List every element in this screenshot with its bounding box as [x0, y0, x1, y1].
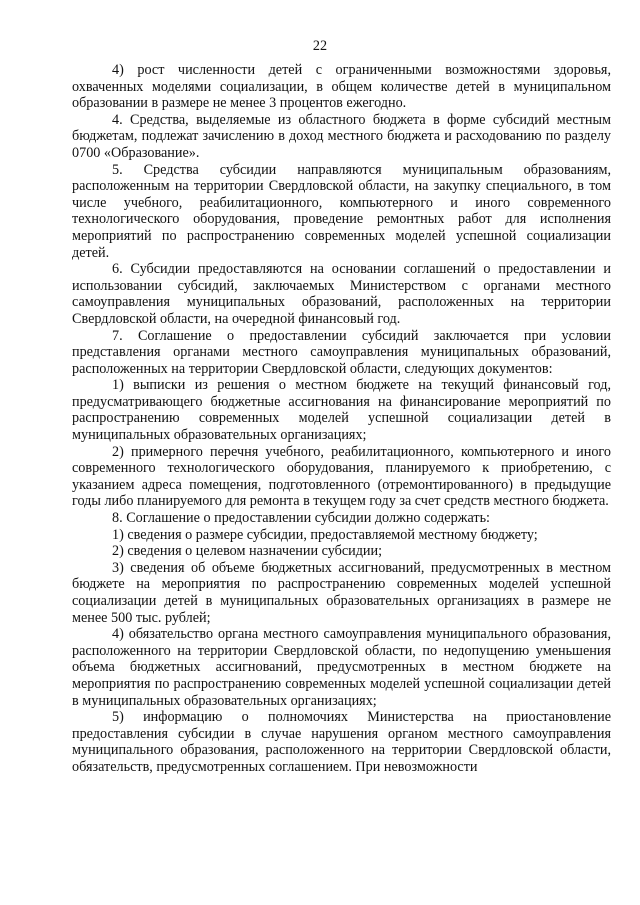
paragraph-4-item-4: 4) рост численности детей с ограниченными возможностями здоровья, охваченных моделями социализации, в общем количестве детей в муниципальном образовании в размере не менее 3 процентов ежегодно. — [72, 62, 611, 112]
paragraph-section-4: 4. Средства, выделяемые из областного бюджета в форме субсидий местным бюджетам, подлежат зачислению в доход местного бюджета и расходованию по разделу 0700 «Образование». — [72, 111, 611, 161]
paragraph-section-7: 7. Соглашение о предоставлении субсидий заключается при условии представления органами местного самоуправления муниципальных образований, расположенных на территории Свердловской области, следующих документов: — [72, 327, 611, 377]
paragraph-8-item-5: 5) информацию о полномочиях Министерства на приостановление предоставления субсидии в случае нарушения органом местного самоуправления муниципального образования, расположенного на территории Свердловской области, обязательств, предусмотренных соглашением. При невозможности — [72, 709, 611, 775]
paragraph-section-6: 6. Субсидии предоставляются на основании соглашений о предоставлении и использовании субсидий, заключаемых Министерством с органами местного самоуправления муниципальных образований, расположенных на территории Свердловской области, на очередной финансовый год. — [72, 261, 611, 327]
paragraph-8-item-1: 1) сведения о размере субсидии, предоставляемой местному бюджету; — [112, 526, 538, 543]
paragraph-7-item-2: 2) примерного перечня учебного, реабилитационного, компьютерного и иного современного технологического оборудования, планируемого к приобретению, с указанием адреса помещения, подготовленного (отремонтированного) в предыдущие годы либо планируемого для ремонта в текущем году за счет средств местного бюджета. — [72, 443, 611, 510]
paragraph-section-5: 5. Средства субсидии направляются муниципальным образованиям, расположенным на территории Свердловской области, на закупку специального, в том числе учебного, реабилитационного, компьютерного и иного современного технологического оборудования, проведение ремонтных работ для исполнения мероприятий по распространению современных моделей успешной социализации детей. — [72, 161, 611, 261]
paragraph-section-8: 8. Соглашение о предоставлении субсидии должно содержать: — [112, 510, 491, 527]
paragraph-7-item-1: 1) выписки из решения о местном бюджете на текущий финансовый год, предусматривающего бюджетные ассигнования на финансирование мероприятий по распространению современных моделей успешной социализации детей в муниципальных образовательных организациях; — [72, 377, 611, 444]
paragraph-8-item-3: 3) сведения об объеме бюджетных ассигнований, предусмотренных в местном бюджете на мероприятия по распространению современных моделей успешной социализации детей в муниципальных образовательных организациях в размере не менее 500 тыс. рублей; — [72, 559, 611, 626]
document-body — [72, 62, 611, 776]
page-number: 22 — [312, 38, 328, 54]
paragraph-8-item-2: 2) сведения о целевом назначении субсидии; — [112, 543, 383, 560]
paragraph-8-item-4: 4) обязательство органа местного самоуправления муниципального образования, расположенного на территории Свердловской области, по недопущению уменьшения объема бюджетных ассигнований, предусмотренных в местном бюджете на мероприятия по распространению современных моделей успешной социализации детей в муниципальных образовательных организациях; — [72, 626, 611, 709]
